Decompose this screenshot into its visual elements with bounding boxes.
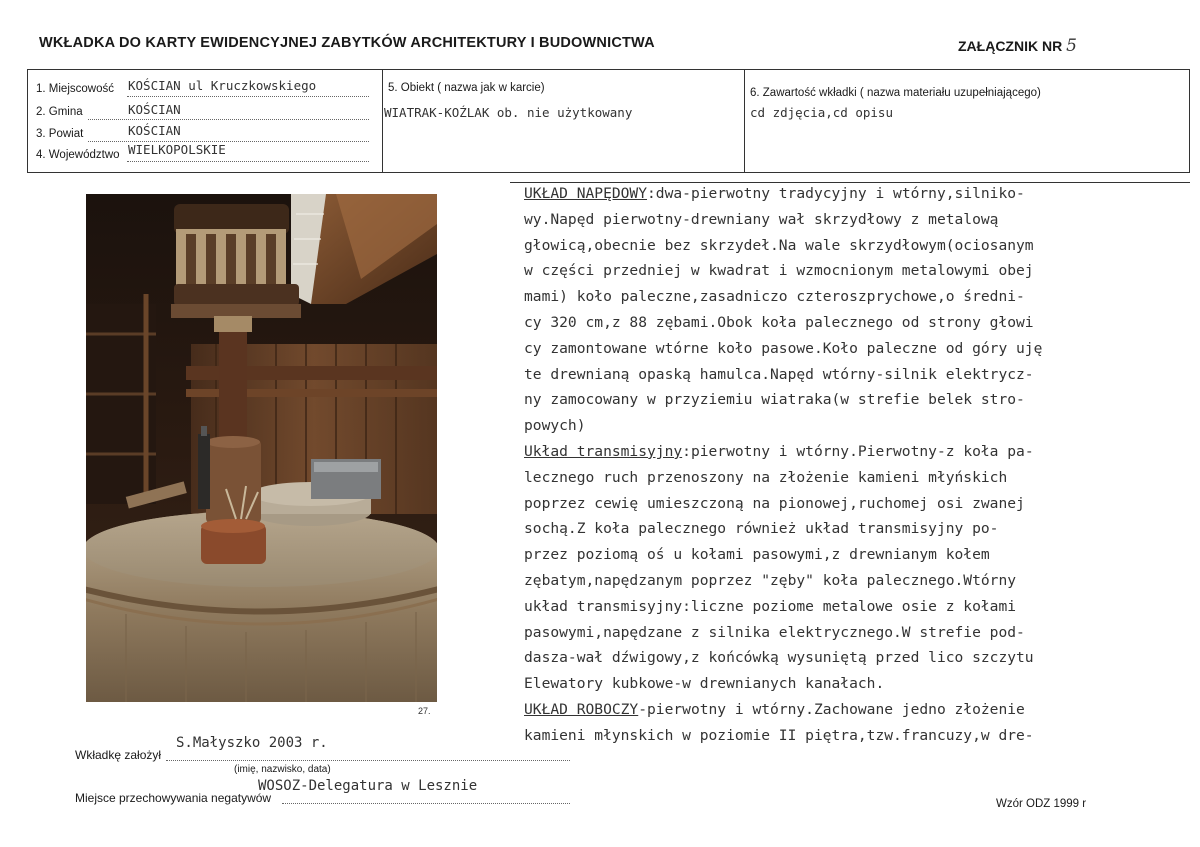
text-line-19: dasza-wał dźwigowy,z końcówką wysuniętą przed lico szczytu bbox=[524, 649, 1034, 667]
text-line-08: te drewnianą opaską hamulca.Napęd wtórny-silnik elektrycz- bbox=[524, 365, 1034, 383]
fields-divider-1 bbox=[382, 69, 383, 173]
annex-number: 5 bbox=[1066, 36, 1077, 56]
section-heading-naped: UKŁAD NAPĘDOWY bbox=[524, 185, 648, 202]
obiekt-label: 5. Obiekt ( nazwa jak w karcie) bbox=[388, 82, 545, 94]
wojewodztwo-label: 4. Województwo bbox=[36, 149, 120, 161]
text-line-17: układ transmisyjny:liczne poziome metalowe osie z kołami bbox=[524, 597, 1017, 615]
description-text bbox=[524, 181, 1194, 749]
zawartosc-value: cd zdjęcia,cd opisu bbox=[750, 105, 893, 120]
text-line-05: mami) koło paleczne,zasadniczo czteroszprychowe,o średni- bbox=[524, 288, 1025, 306]
zalozyl-label: Wkładkę założył bbox=[75, 748, 162, 762]
zalozyl-value: S.Małyszko 2003 r. bbox=[176, 735, 328, 751]
powiat-value: KOŚCIAN bbox=[128, 123, 181, 138]
text-line-21: -pierwotny i wtórny.Zachowane jedno złożenie bbox=[638, 700, 1025, 718]
text-line-13: poprzez cewię umieszczoną na pionowej,ruchomej osi zwanej bbox=[524, 494, 1025, 512]
text-line-14: sochą.Z koła palecznego również układ transmisyjny po- bbox=[524, 520, 999, 538]
section-heading-roboczy: UKŁAD ROBOCZY bbox=[524, 700, 639, 718]
negatywy-value: WOSOZ-Delegatura w Lesznie bbox=[258, 778, 478, 794]
text-line-12: lecznego ruch przenoszony na złożenie kamieni młyńskich bbox=[524, 468, 1008, 486]
text-line-16: zębatym,napędzanym poprzez "zęby" koła palecznego.Wtórny bbox=[524, 571, 1017, 589]
zalozyl-sub-label: (imię, nazwisko, data) bbox=[234, 764, 331, 775]
text-line-10: powych) bbox=[524, 417, 586, 435]
annex-label-text: ZAŁĄCZNIK NR bbox=[958, 38, 1063, 54]
text-line-22: kamieni młynskich w poziomie II piętra,tzw.francuzy,w dre- bbox=[524, 726, 1034, 744]
form-title: WKŁADKA DO KARTY EWIDENCYJNEJ ZABYTKÓW ARCHITEKTURY I BUDOWNICTWA bbox=[39, 35, 655, 51]
powiat-label: 3. Powiat bbox=[36, 128, 84, 140]
zawartosc-label: 6. Zawartość wkładki ( nazwa materiału uzupełniającego) bbox=[750, 87, 1041, 99]
wojewodztwo-dotline bbox=[127, 161, 369, 162]
gmina-dotline bbox=[88, 119, 369, 120]
gmina-value: KOŚCIAN bbox=[128, 102, 181, 117]
obiekt-value: WIATRAK-KOŹLAK ob. nie użytkowany bbox=[384, 105, 633, 120]
section-heading-transmisja: Układ transmisyjny bbox=[524, 442, 683, 460]
negatywy-label: Miejsce przechowywania negatywów bbox=[75, 791, 272, 805]
text-line-11: :pierwotny i wtórny.Pierwotny-z koła pa- bbox=[682, 442, 1034, 460]
text-line-18: pasowymi,napędzane z silnika elektrycznego.W strefie pod- bbox=[524, 623, 1025, 641]
text-line-01: :dwa-pierwotny tradycyjny i wtórny,silniko- bbox=[647, 185, 1025, 202]
text-line-02: wy.Napęd pierwotny-drewniany wał skrzydłowy z metalową bbox=[524, 210, 999, 228]
zalozyl-dotline bbox=[166, 760, 570, 761]
annex-label bbox=[958, 36, 1077, 56]
fields-divider-2 bbox=[744, 69, 745, 173]
photo-number: 27. bbox=[418, 706, 431, 716]
text-line-09: ny zamocowany w przyziemiu wiatraka(w strefie belek stro- bbox=[524, 391, 1025, 409]
gmina-label: 2. Gmina bbox=[36, 106, 83, 118]
text-line-15: przez poziomą oś u kołami pasowymi,z drewnianym kołem bbox=[524, 546, 990, 564]
mill-interior-photo bbox=[86, 194, 437, 702]
text-line-03: głowicą,obecnie bez skrzydeł.Na wale skrzydłowym(ociosanym bbox=[524, 236, 1034, 254]
miejscowosc-label: 1. Miejscowość bbox=[36, 83, 114, 95]
text-line-06: cy 320 cm,z 88 zębami.Obok koła palecznego od strony głowi bbox=[524, 313, 1034, 331]
wojewodztwo-value: WIELKOPOLSKIE bbox=[128, 142, 226, 157]
text-line-04: w części przedniej w kwadrat i wzmocnionym metalowymi obej bbox=[524, 262, 1034, 280]
miejscowosc-dotline bbox=[127, 96, 369, 97]
form-template-note: Wzór ODZ 1999 r bbox=[996, 798, 1087, 810]
text-line-20: Elewatory kubkowe-w drewnianych kanałach. bbox=[524, 675, 885, 693]
miejscowosc-value: KOŚCIAN ul Kruczkowskiego bbox=[128, 78, 317, 93]
text-line-07: cy zamontowane wtórne koło pasowe.Koło paleczne od góry uję bbox=[524, 339, 1043, 357]
negatywy-dotline bbox=[282, 803, 570, 804]
